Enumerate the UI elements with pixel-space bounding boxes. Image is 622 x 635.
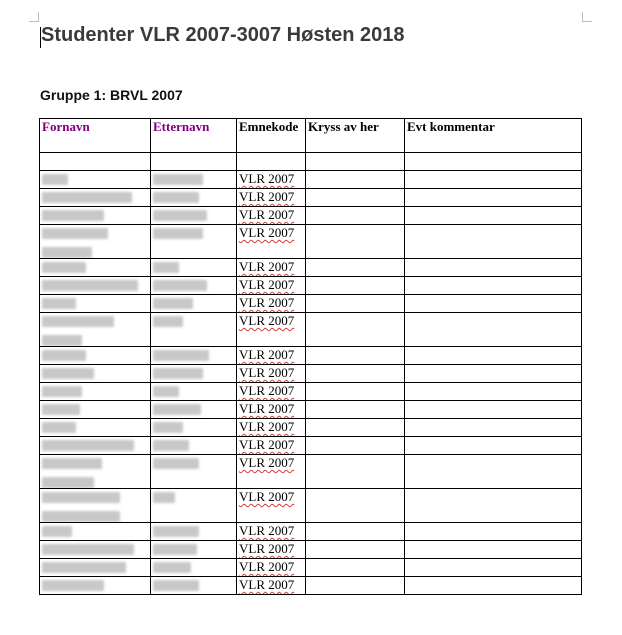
redacted-name: [153, 298, 193, 309]
course-code-cell[interactable]: [237, 455, 306, 489]
course-code-cell[interactable]: [237, 347, 306, 365]
redacted-name: [153, 280, 207, 291]
redacted-name: [153, 316, 183, 327]
course-code-cell[interactable]: [237, 489, 306, 523]
last-name-cell[interactable]: [151, 559, 237, 577]
page-corner-mark: [29, 12, 39, 22]
check-cell[interactable]: [306, 383, 405, 401]
header-first-name[interactable]: Fornavn: [40, 119, 151, 153]
course-code-cell[interactable]: [237, 313, 306, 347]
comment-cell[interactable]: [405, 295, 582, 313]
comment-cell[interactable]: [405, 523, 582, 541]
redacted-name: [42, 298, 76, 309]
redacted-name: [42, 440, 134, 451]
redacted-name: [153, 404, 201, 415]
group-heading-text[interactable]: Gruppe 1: BRVL 2007: [40, 87, 183, 103]
check-cell[interactable]: [306, 455, 405, 489]
comment-cell[interactable]: [405, 437, 582, 455]
redacted-name: [153, 386, 179, 397]
course-code-cell[interactable]: [237, 419, 306, 437]
course-code: VLR 2007: [239, 577, 295, 592]
redacted-name: [153, 458, 199, 469]
comment-cell[interactable]: [405, 559, 582, 577]
check-cell[interactable]: [306, 313, 405, 347]
last-name-cell[interactable]: [151, 347, 237, 365]
redacted-name: [42, 192, 132, 203]
last-name-cell[interactable]: [151, 419, 237, 437]
first-name-cell[interactable]: [40, 559, 151, 577]
redacted-name: [42, 477, 94, 488]
course-code-cell[interactable]: [237, 577, 306, 595]
table-row: [40, 171, 582, 189]
course-code: VLR 2007: [239, 313, 295, 328]
first-name-cell[interactable]: [40, 259, 151, 277]
check-cell[interactable]: [306, 189, 405, 207]
check-cell[interactable]: [306, 207, 405, 225]
redacted-name: [42, 350, 86, 361]
course-code: VLR 2007: [239, 437, 295, 452]
redacted-name: [153, 192, 199, 203]
course-code: VLR 2007: [239, 419, 295, 434]
table-row: [40, 437, 582, 455]
last-name-cell[interactable]: [151, 313, 237, 347]
last-name-cell[interactable]: [151, 455, 237, 489]
comment-cell[interactable]: [405, 541, 582, 559]
redacted-name: [153, 210, 207, 221]
first-name-cell[interactable]: [40, 541, 151, 559]
course-code-cell[interactable]: [237, 171, 306, 189]
redacted-name: [153, 562, 191, 573]
comment-cell[interactable]: [405, 577, 582, 595]
page-corner-mark: [582, 12, 592, 22]
redacted-name: [153, 262, 179, 273]
comment-cell[interactable]: [405, 259, 582, 277]
course-code: VLR 2007: [239, 401, 295, 416]
group-heading[interactable]: [40, 87, 183, 103]
header-comment[interactable]: Evt kommentar: [405, 119, 582, 153]
table-cell[interactable]: [306, 153, 405, 171]
table-cell[interactable]: [151, 153, 237, 171]
last-name-cell[interactable]: [151, 401, 237, 419]
comment-cell[interactable]: [405, 313, 582, 347]
table-row: [40, 347, 582, 365]
redacted-name: [153, 492, 175, 503]
first-name-cell[interactable]: [40, 189, 151, 207]
redacted-name: [42, 580, 104, 591]
first-name-cell[interactable]: [40, 523, 151, 541]
course-code-cell[interactable]: [237, 523, 306, 541]
first-name-cell[interactable]: [40, 455, 151, 489]
course-code-cell[interactable]: [237, 383, 306, 401]
first-name-cell[interactable]: [40, 295, 151, 313]
last-name-cell[interactable]: [151, 259, 237, 277]
last-name-cell[interactable]: [151, 523, 237, 541]
table-header-row: [40, 119, 582, 153]
first-name-cell[interactable]: [40, 225, 151, 259]
redacted-name: [42, 228, 108, 239]
first-name-cell[interactable]: [40, 207, 151, 225]
redacted-name: [42, 210, 104, 221]
check-cell[interactable]: [306, 225, 405, 259]
last-name-cell[interactable]: [151, 225, 237, 259]
check-cell[interactable]: [306, 541, 405, 559]
first-name-cell[interactable]: [40, 347, 151, 365]
table-cell[interactable]: [405, 153, 582, 171]
table-row: [40, 541, 582, 559]
table-cell[interactable]: [40, 153, 151, 171]
title-text[interactable]: Studenter VLR 2007-3007 Høsten 2018: [41, 24, 405, 46]
first-name-cell[interactable]: [40, 383, 151, 401]
table-row: [40, 455, 582, 489]
check-cell[interactable]: [306, 295, 405, 313]
table-row: [40, 189, 582, 207]
table-row: [40, 523, 582, 541]
redacted-name: [42, 174, 68, 185]
check-cell[interactable]: [306, 523, 405, 541]
course-code: VLR 2007: [239, 347, 295, 362]
last-name-cell[interactable]: [151, 277, 237, 295]
course-code-cell[interactable]: [237, 295, 306, 313]
course-code-cell[interactable]: [237, 277, 306, 295]
course-code-cell[interactable]: [237, 541, 306, 559]
course-code: VLR 2007: [239, 365, 295, 380]
course-code: VLR 2007: [239, 277, 295, 292]
check-cell[interactable]: [306, 559, 405, 577]
course-code: VLR 2007: [239, 225, 295, 240]
check-cell[interactable]: [306, 489, 405, 523]
redacted-name: [153, 350, 209, 361]
check-cell[interactable]: [306, 401, 405, 419]
redacted-name: [42, 526, 72, 537]
course-code-cell[interactable]: [237, 401, 306, 419]
redacted-name: [153, 580, 199, 591]
last-name-cell[interactable]: [151, 189, 237, 207]
last-name-cell[interactable]: [151, 577, 237, 595]
last-name-cell[interactable]: [151, 207, 237, 225]
redacted-name: [42, 262, 86, 273]
table-row: [40, 313, 582, 347]
last-name-cell[interactable]: [151, 295, 237, 313]
comment-cell[interactable]: [405, 171, 582, 189]
check-cell[interactable]: [306, 171, 405, 189]
comment-cell[interactable]: [405, 383, 582, 401]
table-row-empty: [40, 153, 582, 171]
redacted-name: [42, 280, 138, 291]
redacted-name: [42, 544, 134, 555]
course-code: VLR 2007: [239, 559, 295, 574]
table-cell[interactable]: [237, 153, 306, 171]
check-cell[interactable]: [306, 259, 405, 277]
redacted-name: [153, 174, 203, 185]
comment-cell[interactable]: [405, 277, 582, 295]
redacted-name: [153, 440, 189, 451]
check-cell[interactable]: [306, 347, 405, 365]
comment-cell[interactable]: [405, 189, 582, 207]
table-body: [40, 153, 582, 595]
course-code-cell[interactable]: [237, 559, 306, 577]
redacted-name: [42, 247, 92, 258]
course-code: VLR 2007: [239, 489, 295, 504]
check-cell[interactable]: [306, 437, 405, 455]
redacted-name: [153, 544, 197, 555]
last-name-cell[interactable]: [151, 365, 237, 383]
first-name-cell[interactable]: [40, 401, 151, 419]
course-code-cell[interactable]: [237, 189, 306, 207]
redacted-name: [153, 526, 199, 537]
course-code-cell[interactable]: [237, 259, 306, 277]
redacted-name: [153, 422, 183, 433]
first-name-cell[interactable]: [40, 171, 151, 189]
course-code: VLR 2007: [239, 259, 295, 274]
course-code: VLR 2007: [239, 455, 295, 470]
redacted-name: [42, 404, 80, 415]
redacted-name: [42, 316, 114, 327]
last-name-cell[interactable]: [151, 437, 237, 455]
redacted-name: [42, 458, 102, 469]
redacted-name: [42, 335, 82, 346]
check-cell[interactable]: [306, 419, 405, 437]
course-code-cell[interactable]: [237, 437, 306, 455]
header-check-here[interactable]: Kryss av her: [306, 119, 405, 153]
comment-cell[interactable]: [405, 401, 582, 419]
comment-cell[interactable]: [405, 347, 582, 365]
redacted-name: [42, 386, 82, 397]
check-cell[interactable]: [306, 577, 405, 595]
header-last-name[interactable]: Etternavn: [151, 119, 237, 153]
last-name-cell[interactable]: [151, 489, 237, 523]
course-code-cell[interactable]: [237, 365, 306, 383]
table-row: [40, 383, 582, 401]
document-title[interactable]: [41, 24, 405, 47]
last-name-cell[interactable]: [151, 171, 237, 189]
redacted-name: [42, 422, 76, 433]
student-table[interactable]: [39, 118, 582, 595]
first-name-cell[interactable]: [40, 489, 151, 523]
first-name-cell[interactable]: [40, 437, 151, 455]
redacted-name: [42, 492, 120, 503]
last-name-cell[interactable]: [151, 383, 237, 401]
first-name-cell[interactable]: [40, 277, 151, 295]
redacted-name: [153, 368, 203, 379]
header-course-code[interactable]: Emnekode: [237, 119, 306, 153]
course-code: VLR 2007: [239, 189, 295, 204]
course-code: VLR 2007: [239, 541, 295, 556]
comment-cell[interactable]: [405, 489, 582, 523]
course-code: VLR 2007: [239, 295, 295, 310]
first-name-cell[interactable]: [40, 365, 151, 383]
last-name-cell[interactable]: [151, 541, 237, 559]
table-row: [40, 489, 582, 523]
check-cell[interactable]: [306, 365, 405, 383]
first-name-cell[interactable]: [40, 577, 151, 595]
table-row: [40, 259, 582, 277]
course-code: VLR 2007: [239, 523, 295, 538]
course-code-cell[interactable]: [237, 207, 306, 225]
course-code: VLR 2007: [239, 171, 295, 186]
table-row: [40, 277, 582, 295]
comment-cell[interactable]: [405, 207, 582, 225]
redacted-name: [42, 368, 94, 379]
first-name-cell[interactable]: [40, 313, 151, 347]
table-row: [40, 419, 582, 437]
course-code-cell[interactable]: [237, 225, 306, 259]
redacted-name: [42, 511, 120, 522]
course-code: VLR 2007: [239, 207, 295, 222]
table-row: [40, 365, 582, 383]
comment-cell[interactable]: [405, 225, 582, 259]
comment-cell[interactable]: [405, 419, 582, 437]
course-code: VLR 2007: [239, 383, 295, 398]
table-row: [40, 207, 582, 225]
check-cell[interactable]: [306, 277, 405, 295]
table-row: [40, 295, 582, 313]
comment-cell[interactable]: [405, 455, 582, 489]
table-row: [40, 401, 582, 419]
table-row: [40, 577, 582, 595]
comment-cell[interactable]: [405, 365, 582, 383]
redacted-name: [153, 228, 203, 239]
table-row: [40, 225, 582, 259]
table-row: [40, 559, 582, 577]
redacted-name: [42, 562, 126, 573]
first-name-cell[interactable]: [40, 419, 151, 437]
